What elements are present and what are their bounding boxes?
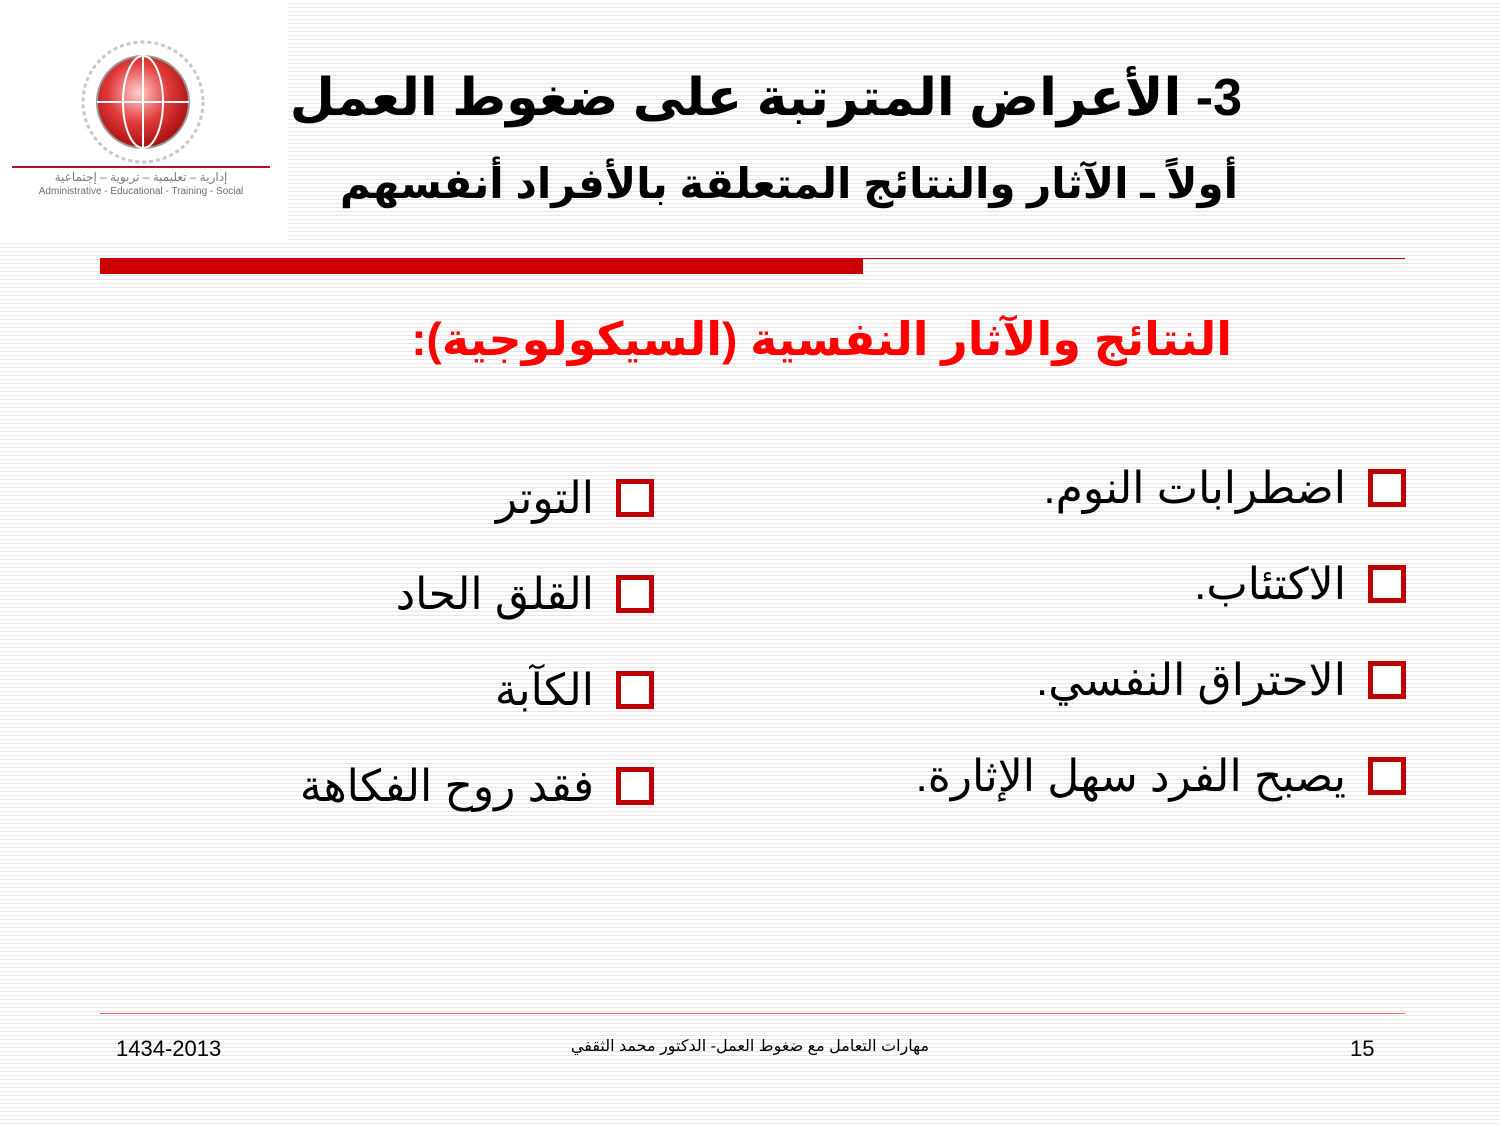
list-item bbox=[94, 450, 654, 546]
right-bullet-list bbox=[786, 440, 1406, 824]
title-divider-thick bbox=[100, 258, 863, 274]
page-number: 15 bbox=[1350, 1036, 1375, 1061]
list-item-text: التوتر bbox=[495, 473, 594, 523]
square-checkbox-icon bbox=[1368, 565, 1406, 603]
list-item bbox=[786, 440, 1406, 536]
slide-subtitle: أولاً ـ الآثار والنتائج المتعلقة بالأفراد أنفسهم bbox=[339, 160, 1238, 207]
list-item-text: الكآبة bbox=[494, 665, 594, 715]
slide-title: 3- الأعراض المترتبة على ضغوط العمل bbox=[289, 69, 1242, 127]
list-item-text: فقد روح الفكاهة bbox=[299, 761, 594, 811]
left-bullet-list bbox=[94, 450, 654, 834]
list-item bbox=[786, 728, 1406, 824]
logo-arabic-text: إدارية – تعليمية – تربوية – إجتماعية bbox=[54, 170, 228, 184]
list-item bbox=[94, 546, 654, 642]
list-item-text: القلق الحاد bbox=[395, 569, 594, 619]
square-checkbox-icon bbox=[616, 767, 654, 805]
square-checkbox-icon bbox=[1368, 757, 1406, 795]
list-item-text: الاحتراق النفسي. bbox=[1036, 655, 1346, 705]
square-checkbox-icon bbox=[616, 575, 654, 613]
square-checkbox-icon bbox=[616, 479, 654, 517]
square-checkbox-icon bbox=[1368, 469, 1406, 507]
section-heading: النتائج والآثار النفسية (السيكولوجية): bbox=[411, 313, 1232, 365]
logo-english-text: Administrative - Educational - Training - Social bbox=[38, 186, 244, 197]
list-item bbox=[786, 536, 1406, 632]
list-item-text: الاكتئاب. bbox=[1194, 559, 1346, 609]
logo-divider bbox=[12, 166, 270, 168]
footer-title: مهارات التعامل مع ضغوط العمل- الدكتور محمد الثقفي bbox=[570, 1038, 930, 1055]
logo-panel bbox=[0, 0, 288, 242]
list-item bbox=[786, 632, 1406, 728]
list-item-text: اضطرابات النوم. bbox=[1043, 463, 1346, 513]
list-item-text: يصبح الفرد سهل الإثارة. bbox=[915, 751, 1346, 801]
footer-divider bbox=[100, 1013, 1405, 1014]
footer-date: 1434-2013 bbox=[116, 1036, 222, 1061]
title-divider-thin bbox=[863, 258, 1405, 259]
square-checkbox-icon bbox=[616, 671, 654, 709]
square-checkbox-icon bbox=[1368, 661, 1406, 699]
list-item bbox=[94, 642, 654, 738]
list-item bbox=[94, 738, 654, 834]
